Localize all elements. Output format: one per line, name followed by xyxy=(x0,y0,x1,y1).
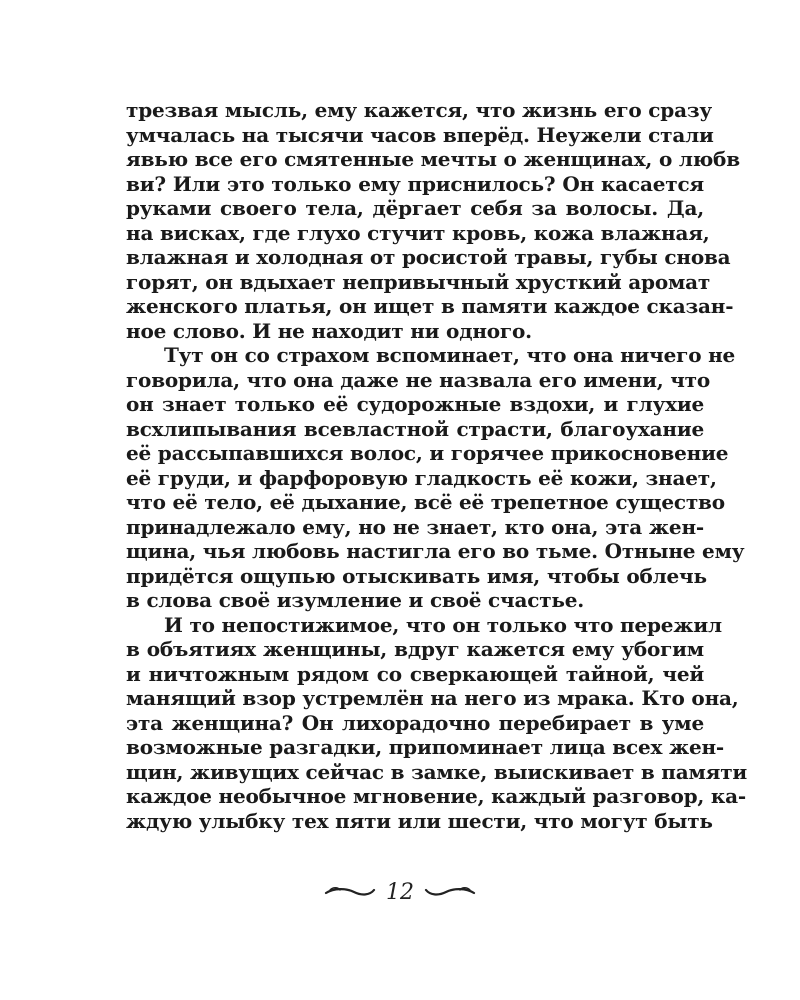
text-line: Тут он со страхом вспоминает, что она ничего не xyxy=(164,343,736,367)
text-line: И то непостижимое, что он только что пережил xyxy=(164,612,722,637)
text-line: щин, живущих сейчас в замке, выискивает в памяти xyxy=(126,759,748,784)
text-line: женского платья, он ищет в памяти каждое сказан- xyxy=(126,294,734,318)
page-text xyxy=(126,98,748,833)
text-line: ви? Или это только ему приснилось? Он касается xyxy=(126,171,704,196)
left-flourish-icon xyxy=(324,884,376,900)
text-line: её рассыпавшихся волос, и горячее прикосновение xyxy=(126,441,729,465)
page-footer xyxy=(0,876,800,908)
text-line: в слова своё изумление и своё счастье. xyxy=(126,588,585,612)
paragraph-3 xyxy=(126,612,748,834)
text-line: явью все его смятенные мечты о женщинах, о любв xyxy=(126,147,740,171)
text-line: эта женщина? Он лихорадочно перебирает в уме xyxy=(126,710,704,735)
text-line: он знает только её судорожные вздохи, и глухие xyxy=(126,392,704,416)
text-line: каждое необычное мгновение, каждый разговор, ка- xyxy=(126,784,747,808)
text-line: манящий взор устремлён на него из мрака. Кто она, xyxy=(126,686,739,710)
text-line: руками своего тела, дёргает себя за волосы. Да, xyxy=(126,196,704,220)
text-line: в объятиях женщины, вдруг кажется ему убогим xyxy=(126,637,704,661)
text-line: что её тело, её дыхание, всё её трепетное существо xyxy=(126,490,725,514)
text-line: принадлежало ему, но не знает, кто она, эта жен- xyxy=(126,514,704,539)
text-line: её груди, и фарфоровую гладкость её кожи, знает, xyxy=(126,465,717,490)
text-line: и ничтожным рядом со сверкающей тайной, чей xyxy=(126,661,704,686)
text-line: на висках, где глухо стучит кровь, кожа влажная, xyxy=(126,220,710,245)
text-line: придётся ощупью отыскивать имя, чтобы облечь xyxy=(126,563,707,588)
text-line: горят, он вдыхает непривычный хрусткий аромат xyxy=(126,269,711,294)
text-line: влажная и холодная от росистой травы, губы снова xyxy=(126,245,731,269)
text-line: возможные разгадки, припоминает лица всех жен- xyxy=(126,735,725,759)
page-number: 12 xyxy=(386,879,414,905)
text-line: ждую улыбку тех пяти или шести, что могут быть xyxy=(126,808,713,833)
text-line: умчалась на тысячи часов вперёд. Неужели стали xyxy=(126,122,714,147)
text-line: говорила, что она даже не назвала его имени, что xyxy=(126,367,710,392)
text-line: ное слово. И не находит ни одного. xyxy=(126,318,532,343)
paragraph-1 xyxy=(126,98,740,343)
paragraph-2 xyxy=(126,343,745,613)
text-line: щина, чья любовь настигла его во тьме. Отныне ему xyxy=(126,539,745,563)
right-flourish-icon xyxy=(424,884,476,900)
text-line: всхлипывания всевластной страсти, благоухание xyxy=(126,416,704,441)
text-line: трезвая мысль, ему кажется, что жизнь его сразу xyxy=(126,98,712,122)
